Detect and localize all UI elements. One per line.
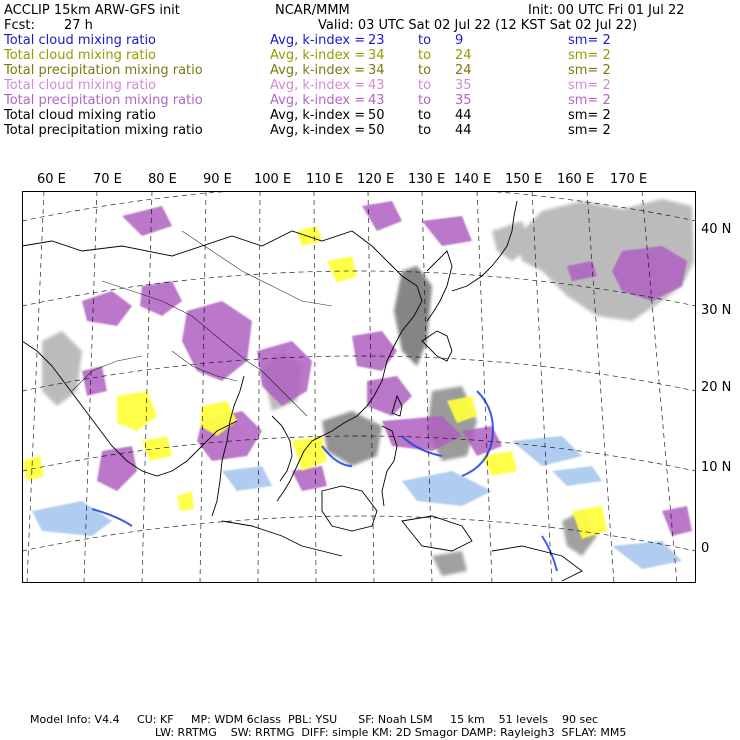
longitude-label: 80 E [148, 172, 177, 187]
field-k1: 34 [368, 63, 385, 78]
field-k2: 9 [455, 33, 464, 48]
longitude-label: 90 E [203, 172, 232, 187]
field-avg: Avg, k-index = [270, 63, 366, 78]
field-to: to [418, 33, 432, 48]
field-sm: sm= 2 [568, 78, 611, 93]
field-avg: Avg, k-index = [270, 48, 366, 63]
field-k1: 50 [368, 123, 385, 138]
field-to: to [418, 123, 432, 138]
field-sm: sm= 2 [568, 33, 611, 48]
forecast-hour: 27 h [64, 18, 93, 33]
latitude-label: 30 N [701, 303, 732, 318]
field-k1: 23 [368, 33, 385, 48]
field-name: Total cloud mixing ratio [4, 33, 157, 48]
field-k2: 35 [455, 78, 472, 93]
field-avg: Avg, k-index = [270, 123, 366, 138]
field-avg: Avg, k-index = [270, 78, 366, 93]
field-sm: sm= 2 [568, 108, 611, 123]
longitude-label: 110 E [306, 172, 344, 187]
field-k1: 50 [368, 108, 385, 123]
field-to: to [418, 78, 432, 93]
field-k1: 43 [368, 78, 385, 93]
longitude-label: 140 E [454, 172, 492, 187]
field-sm: sm= 2 [568, 93, 611, 108]
model-info-line2: LW: RRTMG SW: RRTMG DIFF: simple KM: 2D Smagor DAMP: Rayleigh3 SFLAY: MM5 [155, 726, 627, 739]
field-avg: Avg, k-index = [270, 93, 366, 108]
product-title: ACCLIP 15km ARW-GFS init [4, 3, 180, 18]
longitude-label: 60 E [37, 172, 66, 187]
field-sm: sm= 2 [568, 48, 611, 63]
field-k1: 34 [368, 48, 385, 63]
latitude-label: 10 N [701, 460, 732, 475]
latitude-label: 20 N [701, 380, 732, 395]
field-avg: Avg, k-index = [270, 33, 366, 48]
field-k2: 35 [455, 93, 472, 108]
longitude-label: 70 E [93, 172, 122, 187]
longitude-label: 150 E [505, 172, 543, 187]
latitude-label: 0 [701, 541, 710, 556]
valid-time: Valid: 03 UTC Sat 02 Jul 22 (12 KST Sat 02 Jul 22) [318, 18, 638, 33]
field-avg: Avg, k-index = [270, 108, 366, 123]
field-to: to [418, 48, 432, 63]
longitude-label: 170 E [610, 172, 648, 187]
center-label: NCAR/MMM [275, 3, 350, 18]
field-name: Total cloud mixing ratio [4, 78, 157, 93]
field-name: Total precipitation mixing ratio [4, 63, 203, 78]
field-k2: 24 [455, 48, 472, 63]
longitude-label: 130 E [408, 172, 446, 187]
field-k2: 24 [455, 63, 472, 78]
field-sm: sm= 2 [568, 63, 611, 78]
latitude-label: 40 N [701, 222, 732, 237]
field-sm: sm= 2 [568, 123, 611, 138]
init-time: Init: 00 UTC Fri 01 Jul 22 [528, 3, 685, 18]
field-name: Total cloud mixing ratio [4, 108, 157, 123]
field-name: Total precipitation mixing ratio [4, 123, 203, 138]
field-to: to [418, 108, 432, 123]
longitude-label: 160 E [557, 172, 595, 187]
map-panel [22, 191, 696, 583]
field-k2: 44 [455, 123, 472, 138]
longitude-label: 100 E [254, 172, 292, 187]
field-k1: 43 [368, 93, 385, 108]
forecast-label: Fcst: [4, 18, 35, 33]
field-to: to [418, 63, 432, 78]
field-k2: 44 [455, 108, 472, 123]
model-info-line1: Model Info: V4.4 CU: KF MP: WDM 6class PBL: YSU SF: Noah LSM 15 km 51 levels 90 sec [30, 713, 599, 726]
longitude-label: 120 E [357, 172, 395, 187]
field-name: Total precipitation mixing ratio [4, 93, 203, 108]
field-name: Total cloud mixing ratio [4, 48, 157, 63]
field-to: to [418, 93, 432, 108]
